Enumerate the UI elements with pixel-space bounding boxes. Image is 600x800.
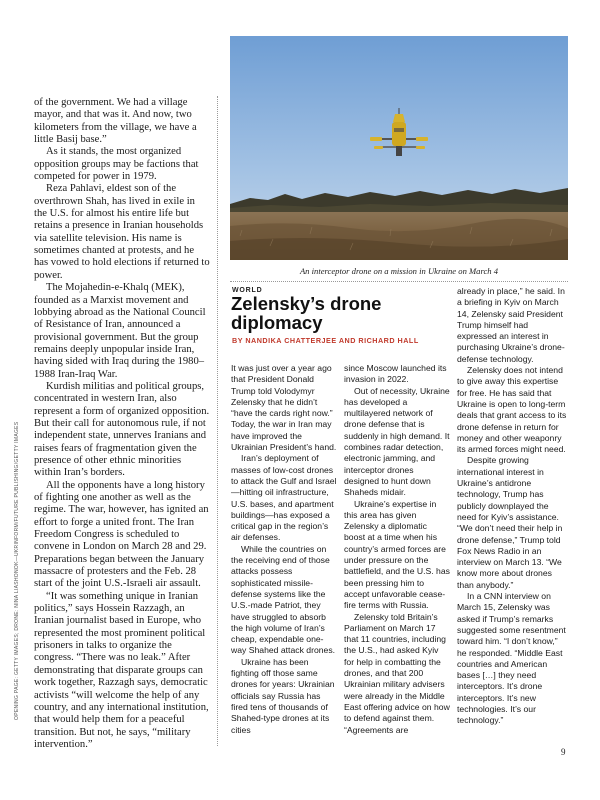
paragraph: already in place,” he said. In a briefing in Kyiv on March 14, Zelensky said President Trump himself had expressed an interest in purchasing Ukraine’s drone-defense technology. bbox=[457, 286, 565, 364]
paragraph: Despite growing international interest in Ukraine’s antidrone technology, Trump has publicly downplayed the need for Kyiv’s assistance. “We don’t need their help in drone defense,” Trump told Fox News Radio in an interview on March 13. “We know more about drones than anybody.” bbox=[457, 455, 563, 590]
photo-credit: OPENING PAGE: GETTY IMAGES; DRONE: NINA LIASHONOK—UKRINFORM/FUTURE PUBLISHING/GETTY IMAGES bbox=[14, 421, 20, 720]
paragraph: Zelensky does not intend to give away this expertise for free. He has said that Ukraine is open to long-term deals that grant access to its drone defense in return for money and other weaponry its armed forces might need. bbox=[457, 365, 567, 455]
paragraph: Ukraine has been fighting off those same drones for years: Ukrainian officials say Russia has fired tens of thousands of Shahed-type drones at its cities bbox=[231, 656, 335, 735]
paragraph: Kurdish militias and political groups, concentrated in western Iran, also represent a form of organized opposition. But their call for autonomous rule, if not independent state, unnerves Iranians and raises fears of fragmentation given the presence of other ethnic minorities within Iran’s borders. bbox=[34, 380, 210, 479]
section-kicker: WORLD bbox=[232, 287, 263, 294]
column-divider bbox=[217, 96, 218, 746]
paragraph: of the government. We had a village mayor, and that was it. And now, two kilometers from the village, we have a little Basij base.” bbox=[34, 97, 197, 146]
paragraph: Ukraine’s expertise in this area has given Zelensky a diplomatic boost at a time when his country’s armed forces are under pressure on the battlefield, and the U.S. has been pressing him to accept unfavorable cease-fire terms with Russia. bbox=[344, 498, 450, 611]
interceptor-drone-photo bbox=[230, 36, 568, 260]
paragraph: In a CNN interview on March 15, Zelensky was asked if Trump’s remarks suggested some resentment toward him. “I don’t know,” he responded. “Middle East countries and American bases […] they need interceptors. It’s drone interceptors. It’s new technologies. It’s our technology.” bbox=[457, 591, 566, 726]
left-column-article bbox=[34, 97, 210, 751]
page-number: 9 bbox=[561, 747, 566, 757]
paragraph: “It was something unique in Iranian politics,” says Hossein Razzagh, an Iranian journalist based in Europe, who represented the most prominent political prisoners in talks to organize the congress. “There was no leak.” After demonstrating that disparate groups can work together, Razzagh says, democratic activists “will welcome the help of any country, and any international institution, that would help them for a peaceful transition. But not, he says, “military intervention.” bbox=[34, 590, 209, 750]
paragraph: Zelensky told Britain’s Parliament on March 17 that 11 countries, including the U.S., had asked Kyiv for help in combatting the drones, and that 200 Ukrainian military advisers were already in the Middle East offering advice on how to defend against them. “Agreements are bbox=[344, 611, 450, 735]
photo-caption: An interceptor drone on a mission in Ukraine on March 4 bbox=[299, 266, 499, 276]
article-column-1 bbox=[231, 363, 337, 736]
byline: BY NANDIKA CHATTERJEE AND RICHARD HALL bbox=[232, 336, 419, 345]
paragraph: The Mojahedin-e-Khalq (MEK), founded as a Marxist movement and lobbying abroad as the National Council of Resistance of Iran, announced a provisional government. But the group remains deeply unpopular inside Iran, having sided with Iraq during the 1980–1988 Iran-Iraq War. bbox=[34, 282, 206, 380]
paragraph: As it stands, the most organized opposition groups may be factions that competed for power in 1979. bbox=[34, 146, 199, 183]
article-column-3 bbox=[457, 286, 569, 727]
article-column-2 bbox=[344, 363, 450, 736]
paragraph: since Moscow launched its invasion in 2022. bbox=[344, 363, 447, 385]
paragraph: Iran’s deployment of masses of low-cost drones to attack the Gulf and Israel—hitting oil infrastructure, U.S. bases, and apartment buildings—has exposed a critical gap in the region’s air defenses. bbox=[231, 453, 337, 543]
paragraph: While the countries on the receiving end of those attacks possess sophisticated missile-defense systems like the U.S.-made Patriot, they have struggled to absorb the high volume of Iran’s cheap, expendable one-way Shahed attack drones. bbox=[231, 543, 336, 656]
paragraph: It was just over a year ago that President Donald Trump told Volodymyr Zelensky that he didn’t “have the cards right now.” Today, the war in Iran may have improved the Ukrainian President’s hand. bbox=[231, 363, 337, 453]
paragraph: Out of necessity, Ukraine has developed a multilayered network of drone defense that is suddenly in high demand. It combines radar detection, electronic jamming, and interceptor drones designed to hunt down Shaheds midair. bbox=[344, 385, 450, 498]
article-headline: Zelensky’s drone diplomacy bbox=[231, 293, 382, 333]
paragraph: Reza Pahlavi, eldest son of the overthrown Shah, has lived in exile in the U.S. for almost his entire life but retains a presence in Iranian households via satellite television. His name is sometimes chanted at protests, and he has vowed to hold elections if returned to power. bbox=[34, 183, 210, 281]
paragraph: All the opponents have a long history of fighting one another as well as the regime. The war, however, has ignited an effort to forge a united front. The Iran Freedom Congress is scheduled to convene in London on March 28 and 29. Preparations began between the January massacre of protesters and the Feb. 28 start of the joint U.S.-Israeli air assault. bbox=[34, 479, 209, 590]
caption-divider bbox=[230, 281, 568, 282]
